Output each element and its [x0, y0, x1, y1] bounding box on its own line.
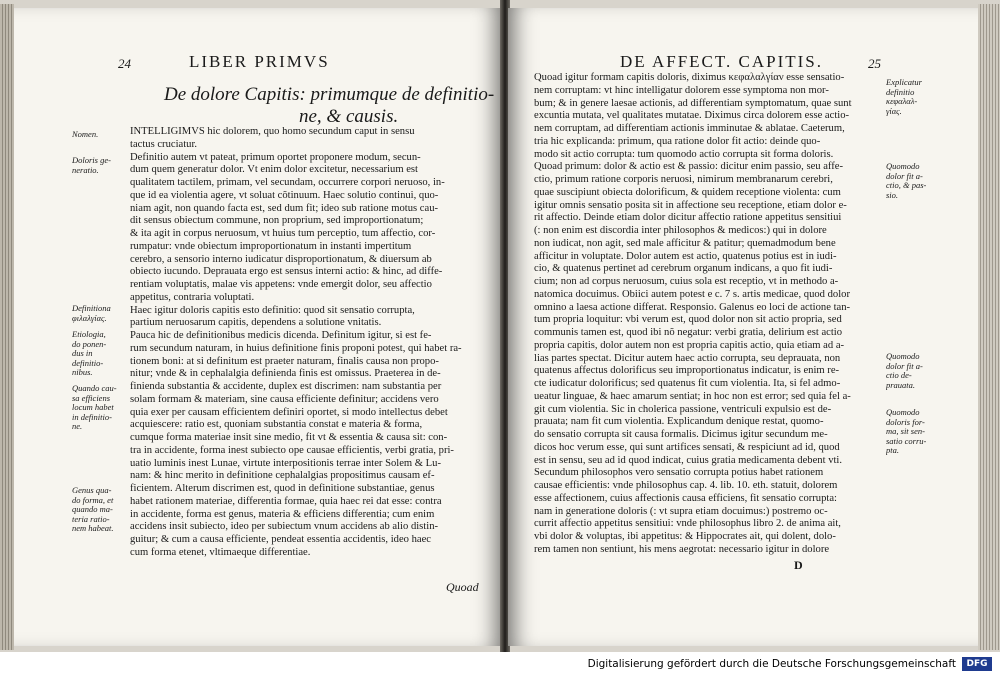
margin-note-line: dolor fit a-: [886, 171, 923, 181]
text-line: ueatur linguae, & haec amarum sentiat; in hoc non est error; sed quia fel a-: [534, 390, 851, 402]
text-line: INTELLIGIMVS hic dolorem, quo homo secundum caput in sensu: [130, 126, 415, 137]
page-edges-right: [978, 4, 1000, 650]
margin-note-line: φιλαλγίας.: [72, 313, 107, 323]
funding-notice: Digitalisierung gefördert durch die Deutsche Forschungsgemeinschaft: [587, 658, 956, 670]
margin-note-line: neratio.: [72, 165, 99, 175]
text-line: prauata; nam fit cum violentia. Explicandum denique restat, quomo-: [534, 416, 824, 428]
margin-note: [886, 162, 926, 200]
margin-note-line: definitio-: [72, 358, 104, 368]
text-line: vbi dolor & voluptas, ibi appetitus: & Hippocrates ait, qui dolent, dolo-: [534, 531, 836, 542]
text-line: rum secundum naturam, in huius definitione finis proponi potest, qui habet ra-: [130, 342, 462, 354]
margin-note-line: dolor fit a-: [886, 361, 923, 371]
text-line: & ita agit in corpus neruosum, vt huius tum perceptio, tum affectio, cor-: [130, 228, 436, 239]
margin-note-line: ne.: [72, 422, 83, 431]
text-line: git cum violentia. Sic in cholerica passione, ventriculi expulsio est de-: [534, 403, 832, 415]
text-line: igitur omnis sensatio posita sit in affectione seu receptione, etiam dolor e-: [534, 199, 847, 211]
text-line: tum propria loquitur: vbi verum est, quod dolor non sit actio propria, sed: [534, 314, 842, 326]
catchword: Quoad: [446, 580, 479, 594]
chapter-heading-line-2: ne, & causis.: [299, 106, 399, 127]
text-line: tionem boni: at si definitum est praeter naturam, finalis causa non propo-: [130, 355, 439, 367]
left-page: [14, 8, 502, 646]
text-line: non iudicat, non agit, sed male afficitur & patitur; quemadmodum bene: [534, 237, 836, 249]
running-head: DE AFFECT. CAPITIS.: [620, 52, 823, 71]
text-line: bum; & in genere laesae actionis, ad differentiam symptomatum, quae sunt: [534, 97, 852, 109]
margin-note-line: Explicatur: [886, 78, 922, 87]
text-line: cumque forma materiae insit sine medio, fit vt & essentia & causa sit: con-: [130, 432, 448, 443]
text-line: quatenus affectus dolorificus seu improportionatus indicatur, is enim re-: [534, 365, 840, 377]
text-line: Quoad igitur formam capitis doloris, diximus κεφαλαλγίαν esse sensatio-: [534, 72, 845, 83]
margin-note-line: doloris for-: [886, 417, 925, 427]
text-line: acquiescere: ratio est, quoniam substantia constat e materia & forma,: [130, 419, 423, 431]
text-line: dit sensus obiectum commune, non proprium, sed improportionatum;: [130, 215, 424, 227]
text-line: omnino a laesa actione differat. Responsio. Galenus eo loci de actione tan-: [534, 301, 851, 313]
text-line: cerebro, a sensorio interno iudicatur disproportionatum, & diuersum ab: [130, 253, 432, 265]
text-line: obiecto iucundo. Deprauata ergo est sensus interni actio: & hinc, ad diffe-: [130, 266, 443, 278]
text-line: dicos hoc verum esse, qui sunt artifices sensati, & respiciunt ad id, quod: [534, 441, 840, 453]
text-line: tactus cruciatur.: [130, 138, 198, 150]
text-line: afficitur in voluptate. Dolor autem est actio, quatenus potius est in iudi-: [534, 250, 837, 262]
running-head: LIBER PRIMVS: [189, 52, 330, 71]
text-line: tra in accidente, forma inest subiecto ope causae efficientis, verbi gratia, pri-: [130, 444, 454, 456]
margin-note-line: γίας.: [886, 106, 902, 116]
page-edges-left: [0, 4, 14, 650]
text-line: que id ea violentia agere, vt soluat cõtinuum. Haec solutio continui, quo-: [130, 189, 439, 201]
text-line: ficientem. Alterum discrimen est, quod in definitione substantiae, genus: [130, 483, 435, 494]
text-line: habet rationem materiae, differentia formae, quia haec rei dat esse: contra: [130, 495, 442, 507]
margin-note: [886, 352, 923, 390]
chapter-heading-line-1: De dolore Capitis: primumque de definitio-: [164, 84, 495, 105]
margin-note-line: Doloris ge-: [72, 156, 111, 165]
margin-note-line: do forma, et: [72, 495, 114, 505]
margin-note: [72, 130, 98, 140]
margin-note-line: sa efficiens: [72, 393, 111, 403]
text-line: cium; non ad corpus neruosum, cuius sola est receptio, vt in methodo a-: [534, 276, 839, 287]
text-line: accidens insit subiecto, ideo per subiectum vnum accidens ab alio distin-: [130, 521, 439, 533]
margin-note-line: nibus.: [72, 368, 93, 377]
margin-note-line: do ponen-: [72, 339, 107, 349]
text-line: Definitio autem vt pateat, primum oportet proponere modum, secun-: [130, 151, 421, 163]
text-line: lias partes spectat. Dicitur autem haec actio corrupta, seu deprauata, non: [534, 352, 841, 364]
text-line: rit affectio. Deinde etiam dolor dicitur affectio ratione appetitus sensitiui: [534, 212, 842, 224]
margin-note-line: nem habeat.: [72, 524, 114, 533]
text-line: nem corruptam, ad differentiam actionis imminutae & ablatae. Caeterum,: [534, 123, 845, 134]
text-line: rem tamen non sentiunt, his mens aegrotat: necessario igitur in dolore: [534, 543, 830, 555]
text-line: nem corruptam: vt hinc intelligatur dolorem esse symptoma non mor-: [534, 84, 829, 96]
text-line: quia exer per causam efficientem definiri oportet, si modo intellectus debet: [130, 406, 448, 418]
margin-note-line: Etiologia,: [72, 330, 106, 339]
text-line: quae suscipiunt obiecta dolorificum, & quidem receptione violenta: cum: [534, 186, 841, 198]
margin-note: [72, 384, 117, 432]
text-line: cum forma etenet, vltimaeque differentiae.: [130, 546, 311, 558]
margin-note-line: Quando cau-: [72, 384, 117, 393]
signature-mark: D: [794, 558, 803, 572]
text-line: currit affectio appetitus sensitiui: vnde philosophus libro 2. de anima ait,: [534, 518, 841, 530]
text-line: tria hic explicanda: primum, qua ratione dolor fit actio: deinde quo-: [534, 135, 821, 147]
text-line: causae efficientis: vnde philosophus cap. 4. lib. 10. eth. statuit, dolorem: [534, 480, 838, 491]
text-line: nitur; vnde & in cephalalgia definienda finis est omissus. Praeterea in de-: [130, 368, 441, 380]
text-line: modo sit actio corrupta: tum quomodo actio corrupta sit forma doloris.: [534, 148, 834, 160]
margin-note-line: Nomen.: [72, 130, 99, 139]
margin-note-line: quando ma-: [72, 505, 113, 514]
margin-note-line: dus in: [72, 349, 93, 358]
text-line: excuntia mutata, vel qualitates mutatae. Diximus circa dolorem esse actio-: [534, 110, 850, 122]
margin-note-line: sio.: [886, 190, 899, 200]
text-line: qualitatem tactilem, primam, vel secundam, occurrere corpori neruoso, in-: [130, 177, 445, 188]
text-line: Secundum philosophos vero sensatio corrupta potius habet rationem: [534, 467, 824, 479]
text-line: rentiam voluptatis, malae vis appetens: vnde emergit dolor, seu affectio: [130, 279, 432, 290]
text-line: propria capitis, dolor autem non est propria capitis actio, quia etiam ad a-: [534, 339, 845, 351]
margin-note-line: κεφαλαλ-: [886, 97, 918, 106]
margin-note: [72, 304, 111, 323]
margin-note-line: ma, sit sen-: [886, 427, 925, 436]
right-page: [508, 8, 978, 646]
margin-note-line: Definitiona: [72, 304, 111, 313]
text-line: Pauca hic de definitionibus medicis dicenda. Definitum igitur, si est fe-: [130, 330, 432, 341]
margin-note-line: prauata.: [886, 380, 916, 390]
margin-note-line: ctio de-: [886, 371, 912, 380]
body-text: [534, 72, 880, 557]
text-line: partium neruosarum capitis, dependens a solutione vnitatis.: [130, 317, 382, 329]
margin-note-line: in definitio-: [72, 412, 112, 422]
page-number: 24: [118, 56, 131, 71]
text-line: ctio, primum ratione corporis neruosi, nimirum membranarum cerebri,: [534, 174, 833, 185]
text-line: finienda substantia & accidente, duplex est discrimen: nam substantia per: [130, 381, 442, 392]
body-text: [130, 126, 488, 560]
text-line: do sensatio corrupta sit causa formalis. Dicimus igitur secundum me-: [534, 429, 828, 440]
margin-note: [72, 156, 111, 175]
margin-note-line: Quomodo: [886, 162, 920, 171]
margin-note-line: ctio, & pas-: [886, 181, 927, 190]
text-line: in accidente, forma est genus, materia & efficiens differentia; cum enim: [130, 508, 435, 520]
text-line: guitur; & cum a causa efficiente, pendeat essentia accidentis, ideo haec: [130, 534, 432, 545]
text-line: cte iudicatur dolorificus; sed quatenus fit cum violentia. Ita, si fel admo-: [534, 378, 841, 389]
margin-note-line: Quomodo: [886, 352, 920, 361]
text-line: dum quem generatur dolor. Vt enim dolor excitetur, necessarium est: [130, 164, 418, 176]
text-line: Haec igitur doloris capitis esto definitio: quod sit sensatio corrupta,: [130, 304, 415, 316]
dfg-logo: DFG: [962, 657, 992, 671]
text-line: appetitus, contraria voluptati.: [130, 291, 255, 303]
margin-note-line: teria ratio-: [72, 514, 110, 524]
text-line: esse affectionem, cuius affectionis causa efficiens, fit sensatio corrupta:: [534, 492, 837, 504]
text-line: cio, & quatenus pertinet ad cerebrum organum indicans, a quo fit iudi-: [534, 263, 833, 275]
margin-note-line: satio corru-: [886, 436, 927, 446]
text-line: nam: & hinc merito in definitione cephalalgias propositimus causam ef-: [130, 470, 435, 482]
margin-note-line: pta.: [886, 446, 899, 455]
margin-note: [886, 408, 926, 456]
margin-note: [72, 330, 106, 378]
text-line: nam in generatione doloris (: vt supra etiam docuimus:) postremo oc-: [534, 505, 828, 517]
margin-note-line: Genus qua-: [72, 486, 112, 495]
text-line: uatio luminis inest Lunae, virtute interpositionis terrae inter Solem & Lu-: [130, 457, 441, 469]
text-line: est in sensu, seu ad id quod indicat, cuius gratia medicamenta debent vti.: [534, 454, 843, 466]
margin-note: [72, 486, 114, 534]
margin-note-line: locum habet: [72, 403, 114, 412]
text-line: solam formam & materiam, sine causa efficiente definitur; accidens vero: [130, 393, 439, 405]
text-line: Quoad primum: dolor & actio est & passio: dicitur enim passio, seu affe-: [534, 161, 844, 173]
text-line: natomica docuimus. Obiici autem potest e c. 7 s. artis medicae, quod dolor: [534, 288, 850, 300]
text-line: (: non enim est discordia inter philosophos & medicos:) qui in dolore: [534, 225, 827, 236]
text-line: rumpatur: vnde obiectum improportionatum in instanti impertitum: [130, 240, 412, 252]
margin-note-line: Quomodo: [886, 408, 920, 417]
margin-note: [886, 78, 922, 116]
footer-bar: [0, 652, 1000, 679]
page-number: 25: [868, 56, 881, 71]
text-line: communis tamen est, quod ibi nõ negatur: verbi gratia, delirium est actio: [534, 327, 843, 338]
margin-note-line: definitio: [886, 87, 915, 97]
text-line: niam agit, non quando facta est, sed dum fit; ideo sub ratione motus cau-: [130, 202, 439, 214]
